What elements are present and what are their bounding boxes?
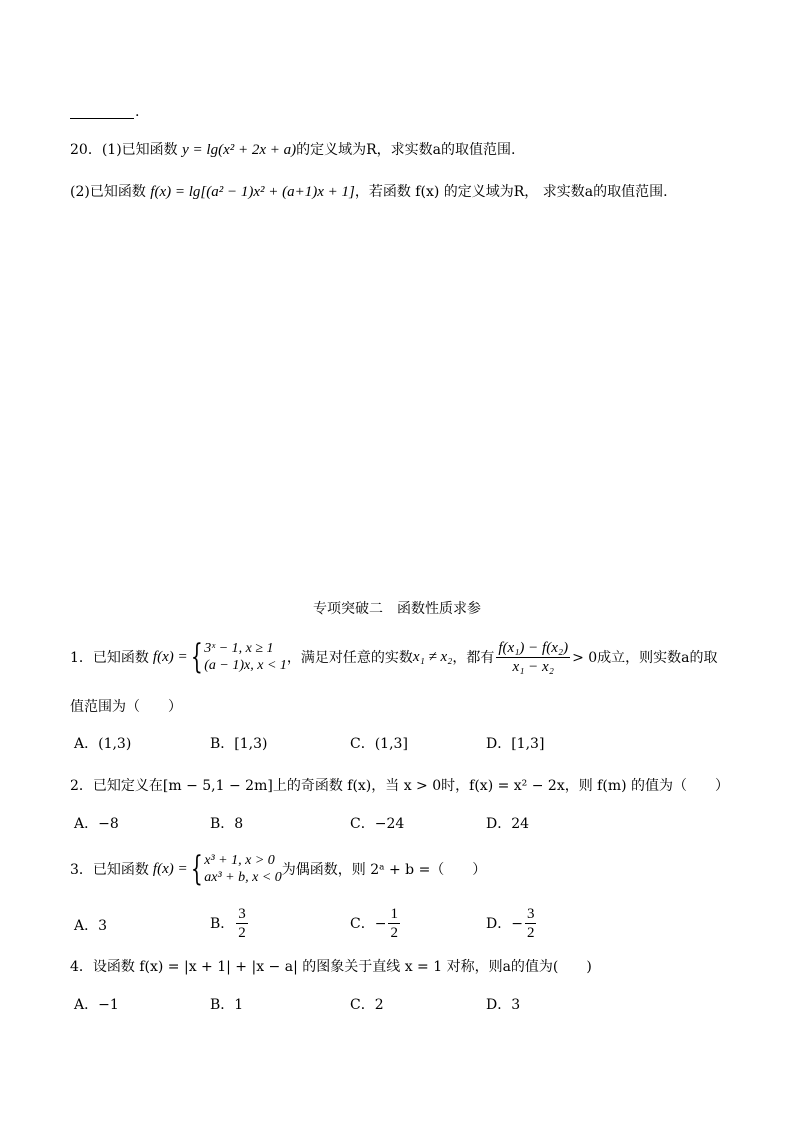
q1-number: 1． [70, 650, 93, 666]
q20-part2-prefix: (2)已知函数 [70, 184, 146, 200]
q2-option-a[interactable]: A．−8 [74, 816, 119, 832]
q4-option-d[interactable]: D．3 [486, 997, 521, 1013]
q3-option-d-den: 2 [526, 924, 535, 941]
q20-part1-formula: y = lg(x² + 2x + a) [182, 142, 297, 158]
q3-number: 3． [70, 862, 93, 878]
q3-option-a[interactable]: A．3 [74, 918, 108, 934]
q1-option-c[interactable]: C．(1,3] [350, 736, 408, 752]
q3-brace: { [190, 849, 203, 889]
q1-middle: ，满足对任意的实数 [286, 650, 413, 666]
q1-tail: > 0成立，则实数a的取 [572, 650, 718, 666]
q1-brace: { [190, 637, 203, 677]
q20-part2-formula: f(x) = lg[(a² − 1)x² + (a+1)x + 1] [150, 184, 355, 200]
q3-option-c[interactable] [350, 902, 402, 944]
q3-option-d-fraction [525, 905, 537, 942]
q3-option-c-den: 2 [390, 924, 398, 941]
q1-frac-den: x₁ − x₂ [512, 658, 554, 675]
q3-option-b-den: 2 [238, 924, 246, 941]
q1-cond: x₁ ≠ x₂ [412, 648, 453, 665]
q3-case2: ax³ + b, x < 0 [204, 870, 282, 885]
q3-stem [70, 848, 486, 890]
q3-prefix: 已知函数 [92, 862, 149, 878]
q1-fraction [496, 639, 570, 676]
q3-option-b[interactable] [210, 902, 250, 944]
q3-option-b-label: B． [210, 916, 235, 932]
q4-option-c[interactable]: C．2 [350, 997, 384, 1013]
q4-option-b[interactable]: B．1 [210, 997, 244, 1013]
q3-option-c-label: C．− [350, 916, 387, 932]
q3-option-d-num: 3 [526, 905, 535, 922]
q1-option-b[interactable]: B．[1,3) [210, 736, 268, 752]
q3-func: f(x) = [152, 860, 188, 877]
q3-option-d[interactable] [486, 902, 538, 944]
q3-cases [204, 852, 282, 886]
q3-suffix: 为偶函数，则 2ᵃ + b =（ ） [281, 862, 487, 878]
q1-case2: (a − 1)x, x < 1 [204, 658, 287, 673]
section-title: 专项突破二 函数性质求参 [313, 601, 481, 617]
q1-option-d[interactable]: D．[1,3] [486, 736, 545, 752]
q2-stem: 2．已知定义在[m − 5,1 − 2m]上的奇函数 f(x)，当 x > 0时，f(x) = x² − 2x，则 f(m) 的值为（ ） [70, 778, 730, 794]
answer-blank-line [70, 118, 134, 119]
blank-period: . [135, 104, 140, 120]
q20-part1-suffix: 的定义域为R，求实数a的取值范围. [296, 142, 516, 158]
q20-part1-prefix: (1)已知函数 [101, 142, 178, 158]
q20-part1 [70, 139, 515, 159]
q20-part2 [70, 181, 668, 201]
q3-option-c-num: 1 [390, 905, 398, 922]
q3-option-b-num: 3 [238, 905, 246, 922]
q3-option-b-fraction [236, 905, 248, 942]
q4-option-a[interactable]: A．−1 [74, 997, 119, 1013]
q2-option-d[interactable]: D．24 [486, 816, 530, 832]
q2-option-b[interactable]: B．8 [210, 816, 244, 832]
q1-option-a[interactable]: A．(1,3) [74, 736, 132, 752]
q1-frac-num: f(x₁) − f(x₂) [498, 639, 569, 656]
q3-case1: x³ + 1, x > 0 [204, 853, 275, 868]
q1-line1 [70, 636, 718, 678]
q20-part2-suffix: ，若函数 f(x) 的定义域为R， 求实数a的取值范围. [354, 184, 668, 200]
q1-func: f(x) = [152, 648, 188, 665]
q2-option-c[interactable]: C．−24 [350, 816, 405, 832]
q1-prefix: 已知函数 [92, 650, 149, 666]
q1-case1: 3ˣ − 1, x ≥ 1 [204, 641, 274, 656]
q3-option-d-label: D．− [486, 916, 523, 932]
q1-line2: 值范围为（ ） [70, 699, 182, 715]
q3-option-c-fraction [388, 905, 400, 942]
q20-number: 20． [70, 142, 102, 158]
q4-stem: 4．设函数 f(x) = |x + 1| + |x − a| 的图象关于直线 x = 1 对称，则a的值为( ) [70, 959, 592, 975]
q1-cases [204, 640, 287, 674]
q1-middle2: ，都有 [452, 650, 495, 666]
